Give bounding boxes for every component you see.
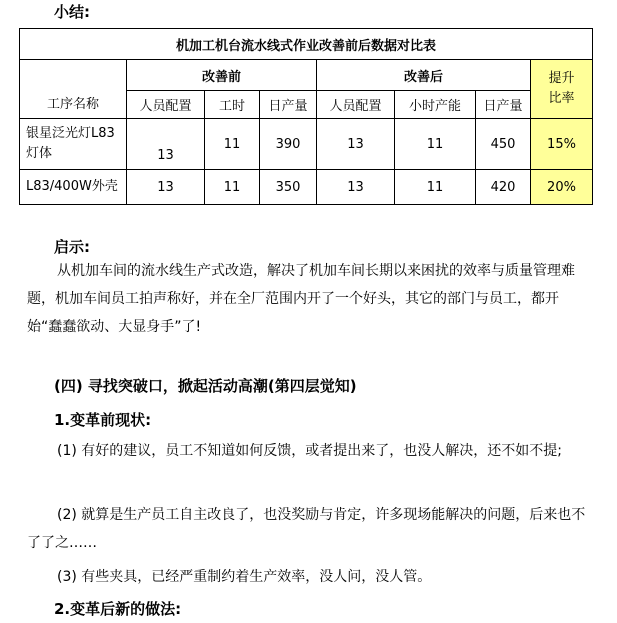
list-item: (3) 有些夹具，已经严重制约着生产效率，没人问，没人管。 (57, 569, 432, 585)
section-heading: (四) 寻找突破口，掀起活动高潮(第四层觉知) (54, 377, 357, 395)
table-cell: 11 (205, 119, 260, 170)
table-title: 机加工机台流水线式作业改善前后数据对比表 (20, 29, 593, 60)
col-header: 日产量 (476, 91, 531, 119)
col-header: 人员配置 (317, 91, 395, 119)
subsection-heading-1: 1.变革前现状: (54, 411, 152, 429)
list-item: (1) 有好的建议，员工不知道如何反馈，或者提出来了，也没人解决，还不如不提; (57, 443, 562, 459)
table-cell: 13 (317, 170, 395, 205)
col-header: 小时产能 (395, 91, 476, 119)
list-item: (2) 就算是生产员工自主改良了，也没奖励与肯定，许多现场能解决的问题，后来也不了了之…… (27, 507, 586, 551)
table-cell: 11 (205, 170, 260, 205)
rate-cell: 15% (531, 119, 593, 170)
improve-rate-header: 提升比率 (531, 60, 593, 119)
insight-paragraph: 从机加车间的流水线生产式改造，解决了机加车间长期以来困扰的效率与质量管理难题，机加车间员工拍声称好，并在全厂范围内开了一个好头，其它的部门与员工，都开始“蠢蠢欲动、大显身手”了! (27, 263, 575, 335)
row-name: 银星泛光灯L83灯体 (20, 119, 127, 170)
table-cell: 13 (317, 119, 395, 170)
subsection-heading-2: 2.变革后新的做法: (54, 600, 182, 618)
table-row (20, 119, 593, 170)
table-cell: 11 (395, 170, 476, 205)
table-cell: 13 (127, 119, 205, 170)
process-name-header: 工序名称 (20, 60, 127, 119)
col-header: 人员配置 (127, 91, 205, 119)
summary-heading: 小结: (54, 3, 90, 21)
insight-heading: 启示: (54, 238, 90, 256)
table-cell: 11 (395, 119, 476, 170)
table-cell: 13 (127, 170, 205, 205)
rate-cell: 20% (531, 170, 593, 205)
col-header: 日产量 (260, 91, 317, 119)
table-cell: 390 (260, 119, 317, 170)
comparison-table (19, 28, 593, 205)
table-cell: 350 (260, 170, 317, 205)
table-cell: 420 (476, 170, 531, 205)
row-name: L83/400W外壳 (20, 170, 127, 205)
before-group-header: 改善前 (127, 60, 317, 91)
after-group-header: 改善后 (317, 60, 531, 91)
col-header: 工时 (205, 91, 260, 119)
table-row (20, 170, 593, 205)
table-cell: 450 (476, 119, 531, 170)
